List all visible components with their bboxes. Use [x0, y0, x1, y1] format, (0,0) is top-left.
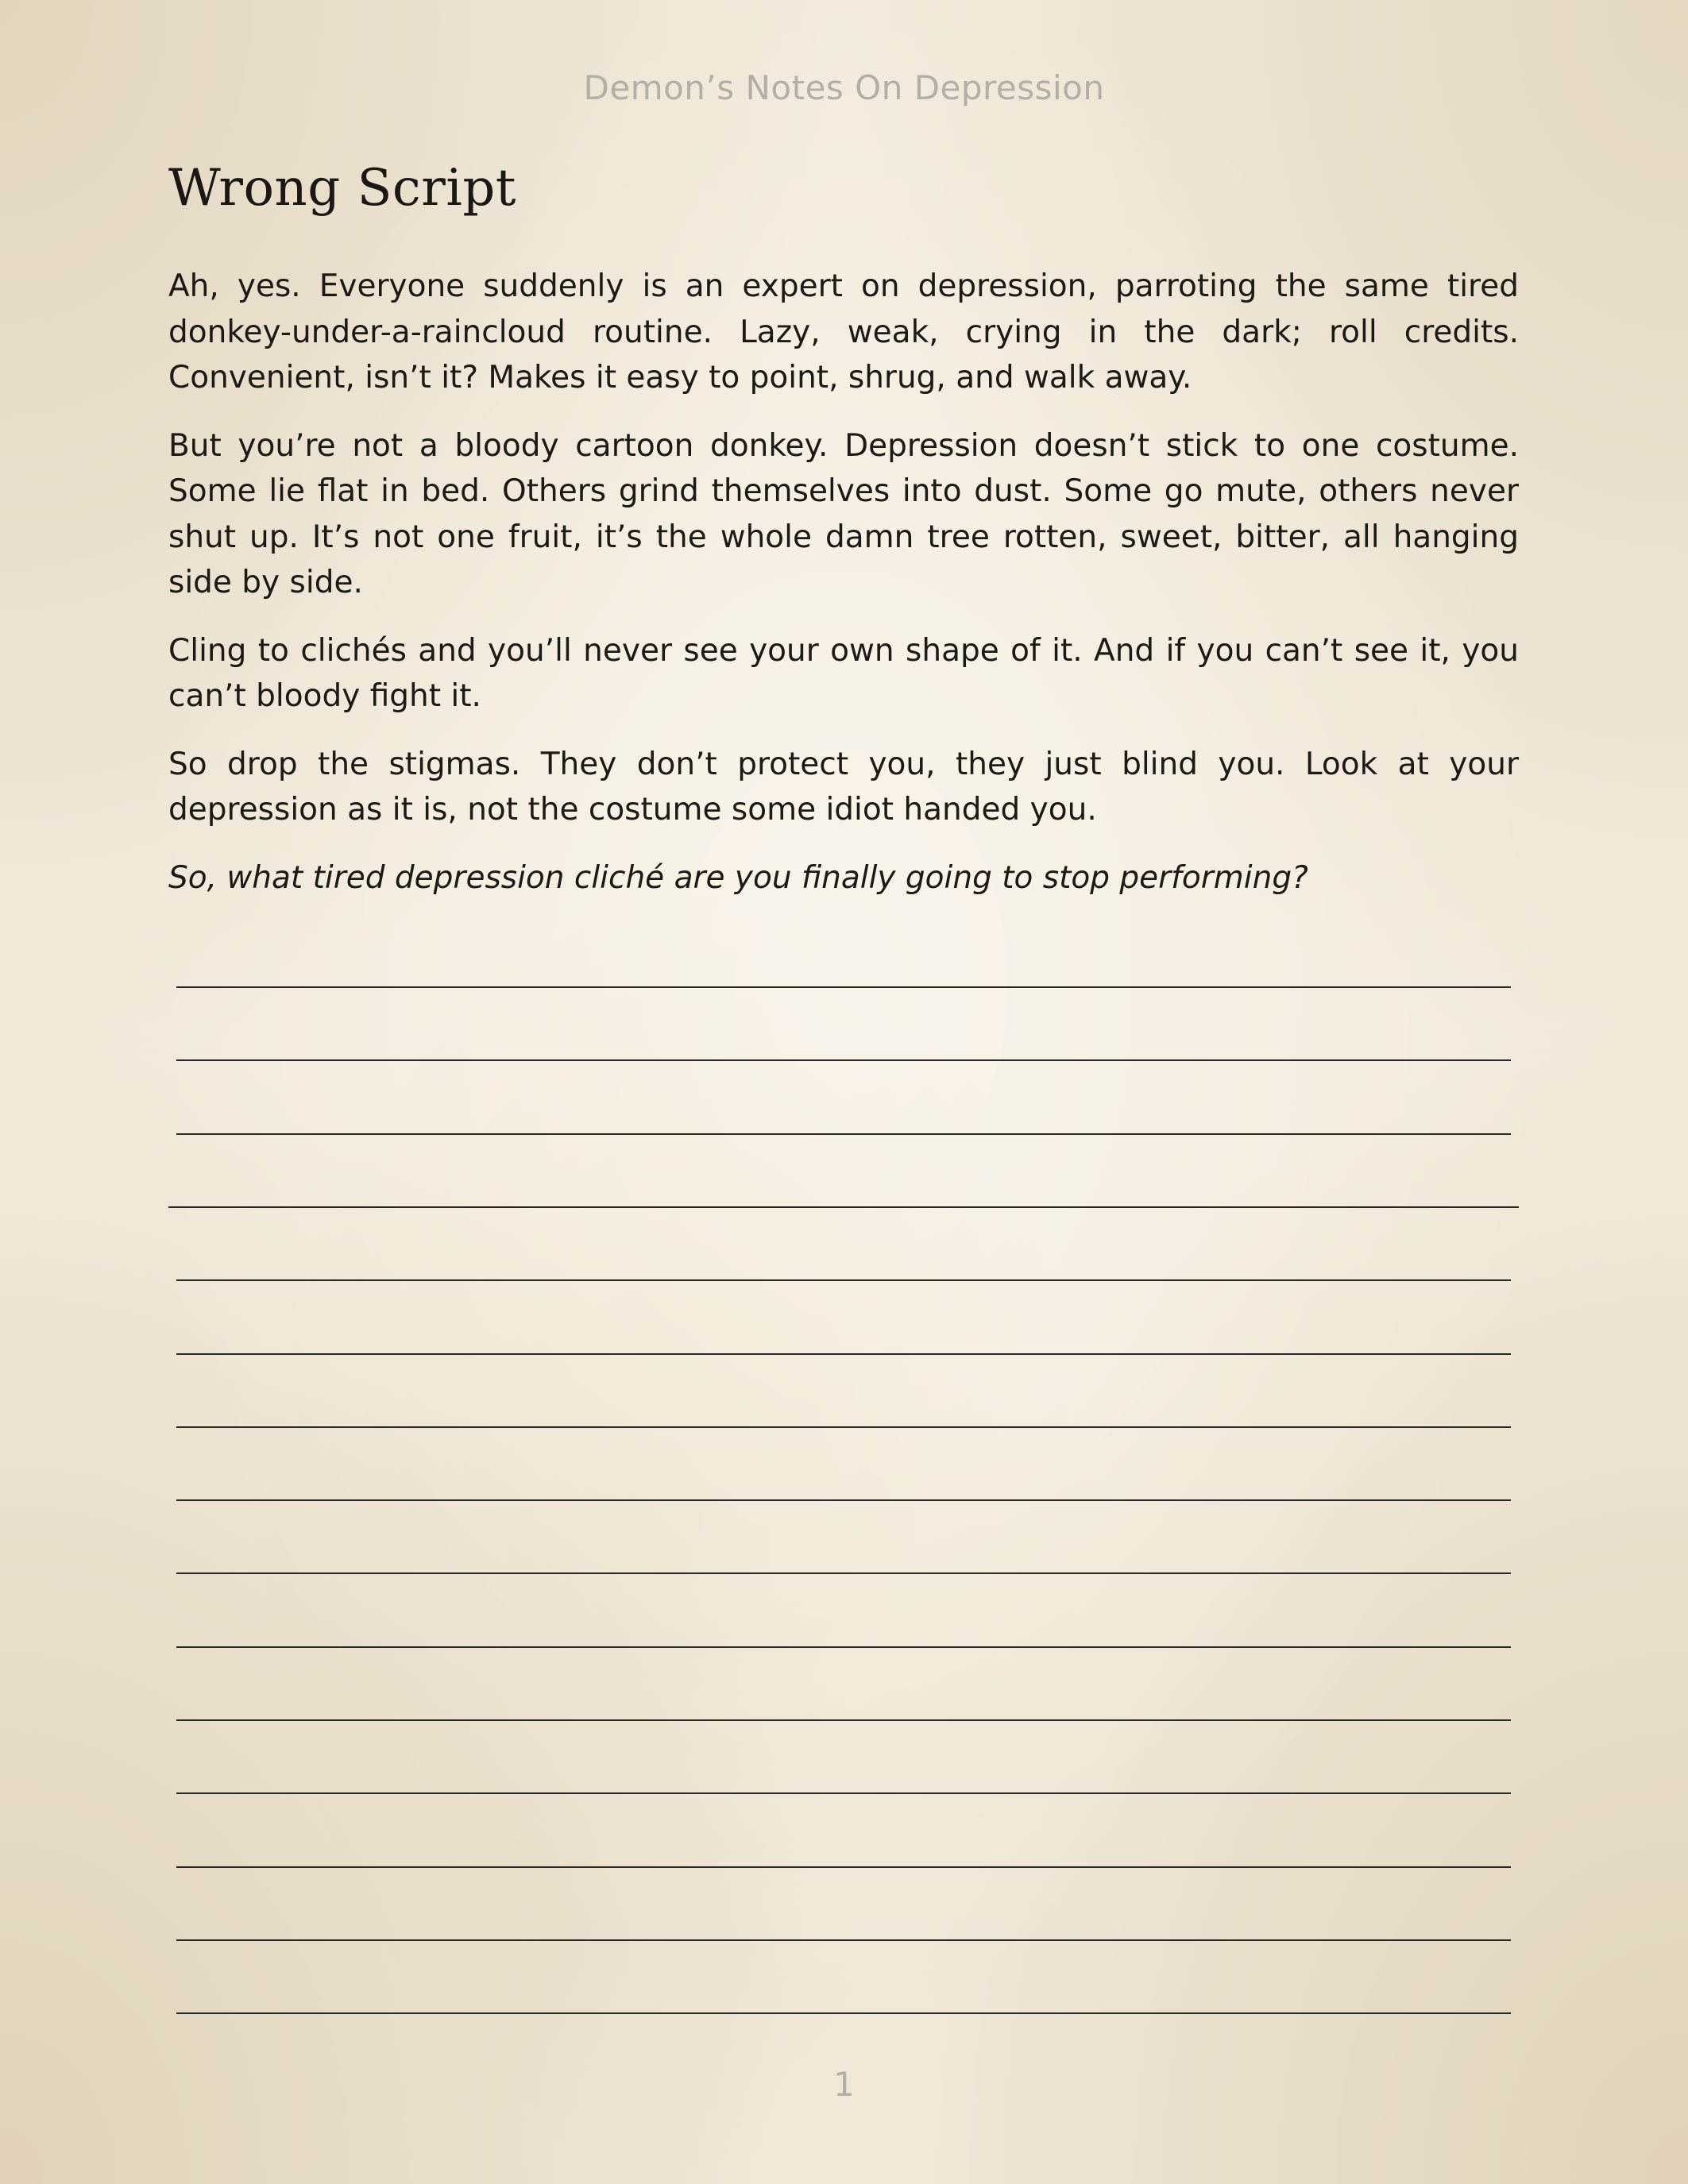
writing-line[interactable] — [176, 2012, 1511, 2014]
writing-line[interactable] — [176, 986, 1511, 988]
page-number: 1 — [833, 2065, 855, 2104]
writing-line[interactable] — [176, 1426, 1511, 1428]
writing-line[interactable] — [176, 1353, 1511, 1355]
writing-line[interactable] — [168, 1206, 1519, 1208]
body-text — [168, 264, 1519, 923]
writing-line[interactable] — [176, 1866, 1511, 1868]
writing-line[interactable] — [176, 1059, 1511, 1061]
paragraph: But you’re not a bloody cartoon donkey. Depression doesn’t stick to one costume. Some lie flat in bed. Others grind themselves into dust. Some go mute, others never shut up. It’s not one fruit, it’s the whole damn tree rotten, sweet, bitter, all hanging side by side. — [168, 427, 1519, 600]
paragraph: Ah, yes. Everyone suddenly is an expert on depression, parroting the same tired donkey-under-a-raincloud routine. Lazy, weak, crying in the dark; roll credits. Convenient, isn’t it? Makes it easy to point, shrug, and walk away. — [168, 268, 1519, 396]
writing-line[interactable] — [176, 1646, 1511, 1648]
writing-line[interactable] — [176, 1792, 1511, 1794]
writing-line[interactable] — [176, 1572, 1511, 1574]
paragraph: Cling to clichés and you’ll never see your own shape of it. And if you can’t see it, you can’t bloody fight it. — [168, 632, 1519, 714]
section-title: Wrong Script — [168, 159, 516, 218]
writing-line[interactable] — [176, 1279, 1511, 1281]
paragraph: So drop the stigmas. They don’t protect you, they just blind you. Look at your depression as it is, not the costume some idiot handed you. — [168, 746, 1519, 828]
journal-prompt: So, what tired depression cliché are you finally going to stop performing? — [168, 859, 1308, 896]
running-header: Demon’s Notes On Depression — [583, 68, 1105, 107]
writing-line[interactable] — [176, 1499, 1511, 1501]
writing-line[interactable] — [176, 1133, 1511, 1135]
writing-line[interactable] — [176, 1719, 1511, 1721]
writing-line[interactable] — [176, 1939, 1511, 1941]
